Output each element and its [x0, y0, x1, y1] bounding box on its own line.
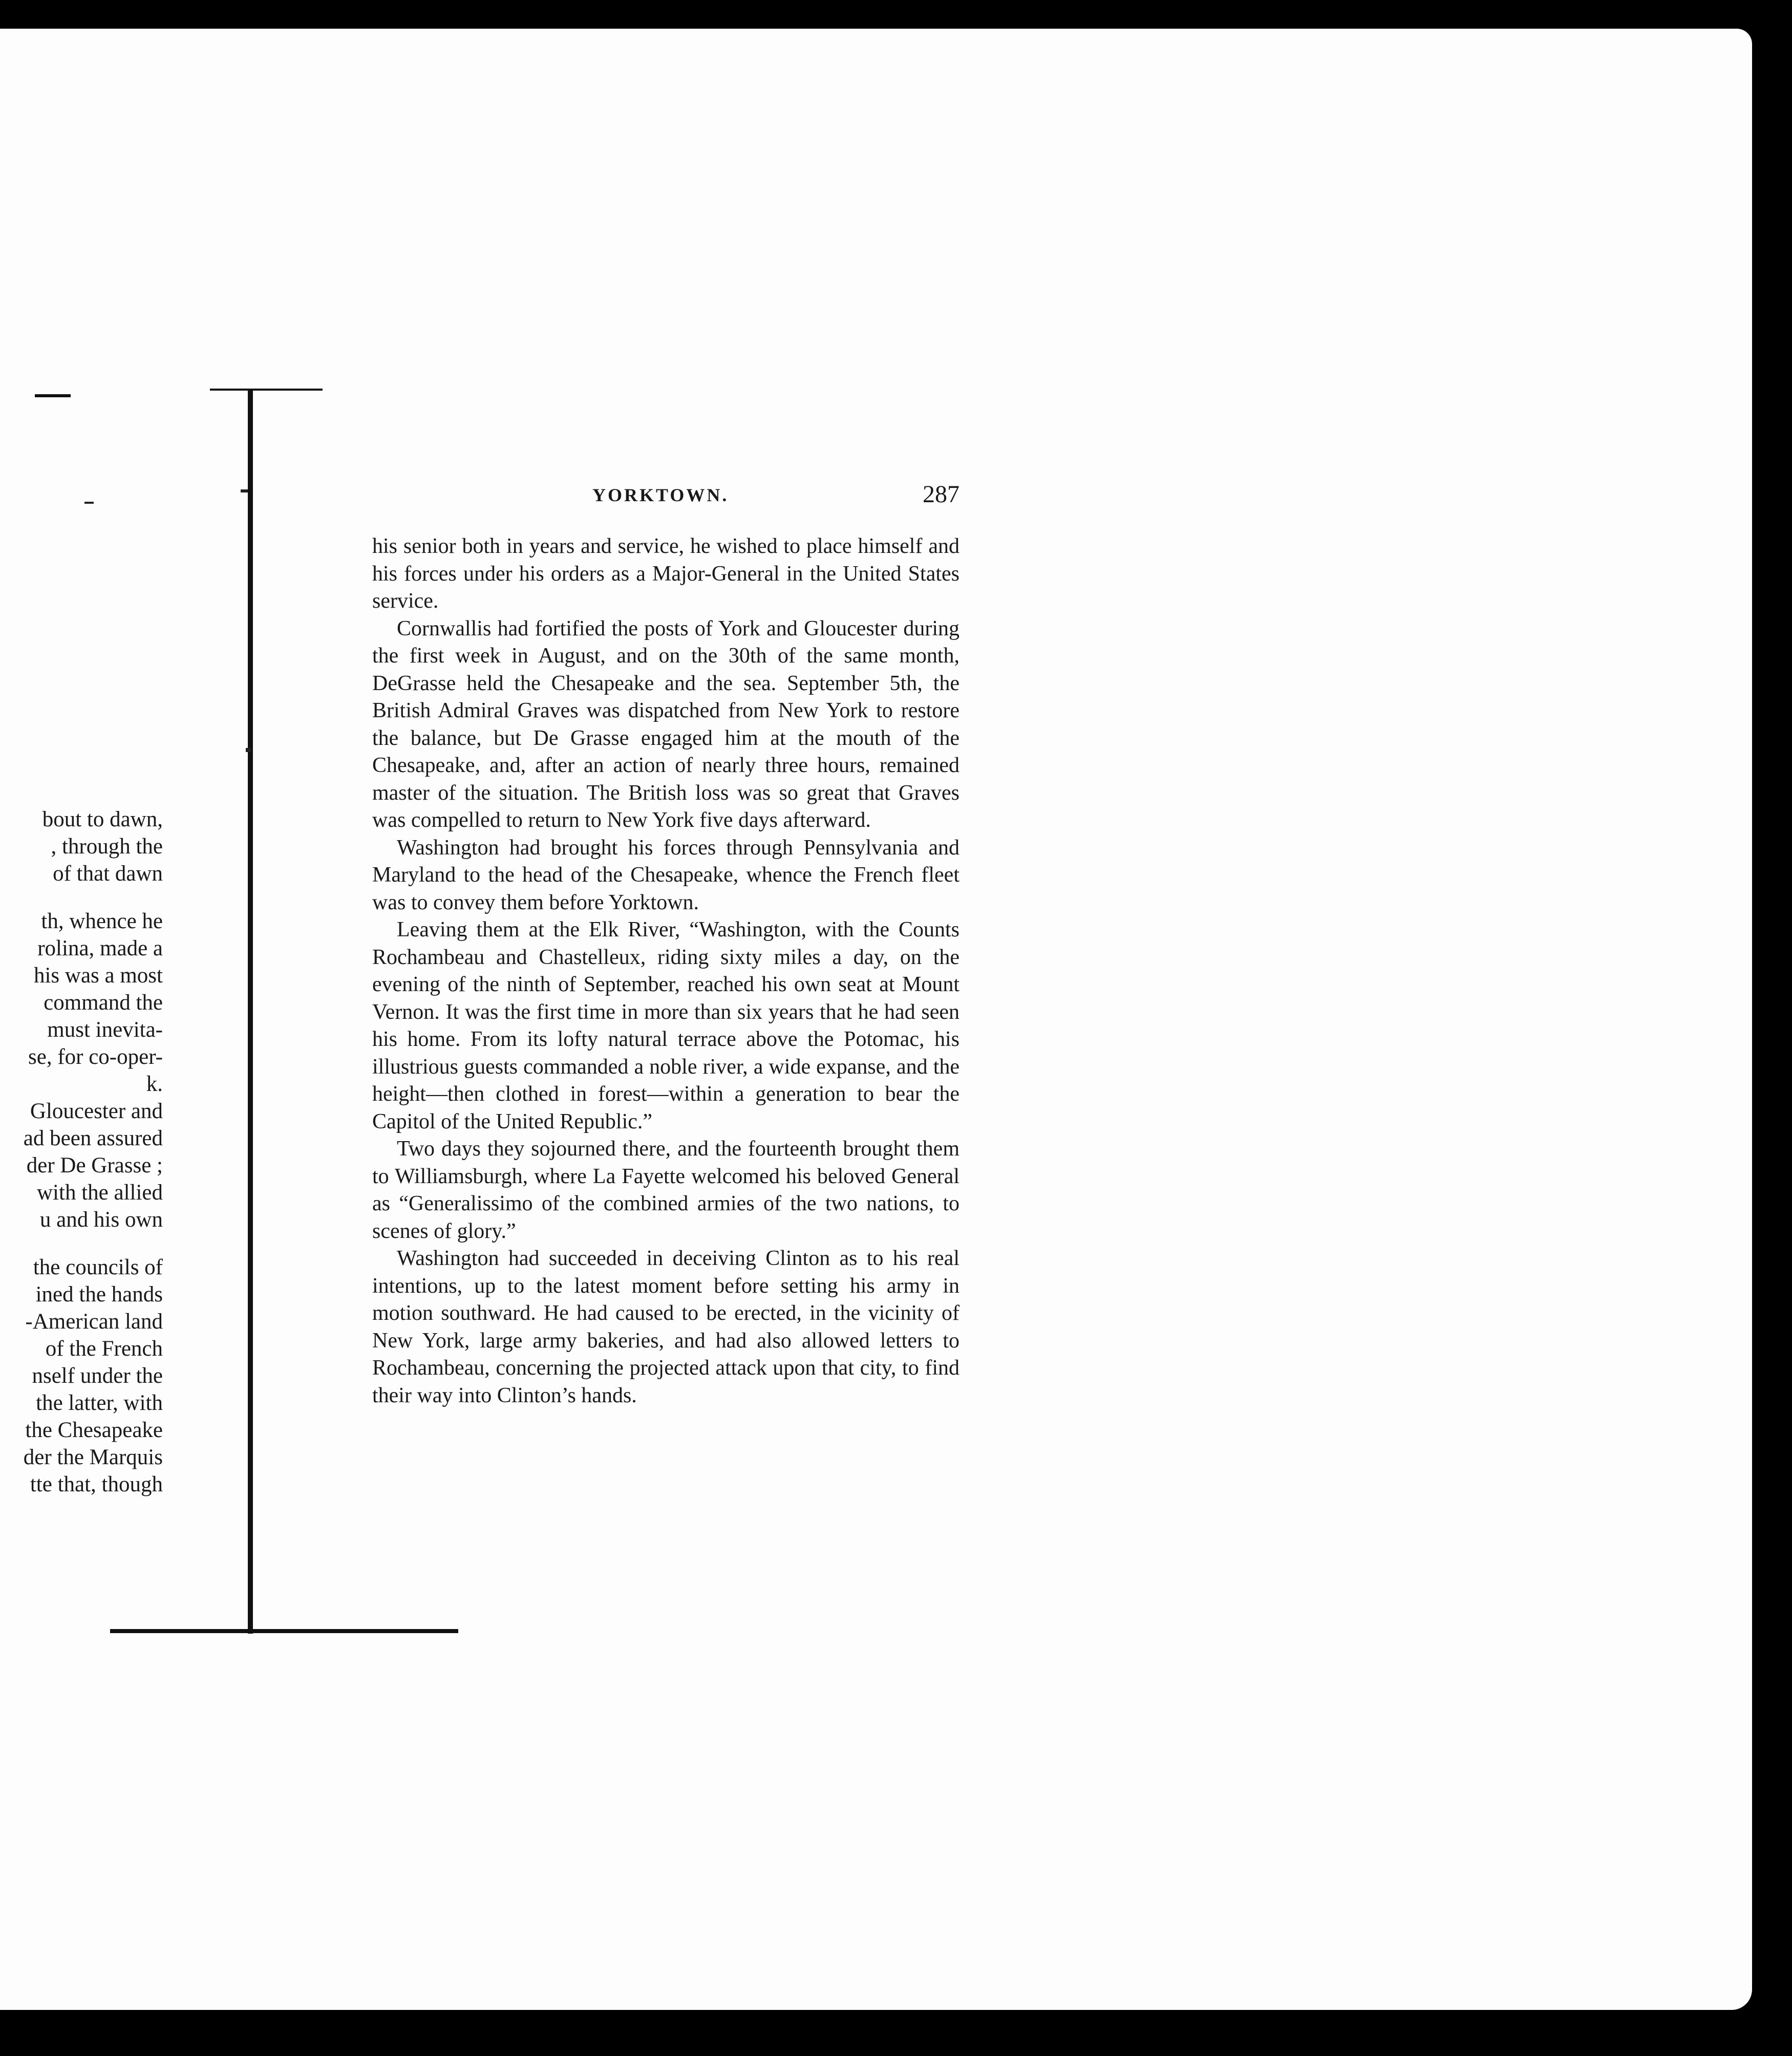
running-header [372, 481, 959, 515]
paragraph: his senior both in years and service, he wished to place himself and his forces under his orders as a Major-General in the United States service. [372, 534, 959, 613]
running-title: YORKTOWN. [592, 485, 729, 505]
gutter-tick [84, 502, 94, 504]
fragment-line: ined the hands [35, 1282, 163, 1307]
fragment-line: the councils of [33, 1255, 163, 1279]
fragment-line: the latter, with [36, 1391, 163, 1415]
fragment-line: k. [146, 1072, 163, 1096]
paragraph: Washington had succeeded in deceiving Clinton as to his real intentions, up to the latest moment before setting his army in motion southward. He had caused to be erected, in the vicinity of New York, large army bakeries, and had also allowed letters to Rochambeau, concerning the projected attack upon that city, to find their way into Clinton’s hands. [372, 1247, 959, 1407]
top-gutter-rule [210, 389, 323, 391]
page-number: 287 [923, 481, 959, 508]
fragment-line: , through the [51, 834, 163, 859]
fragment-line: with the allied [37, 1181, 163, 1205]
fragment-gap [0, 1233, 163, 1254]
paragraph: Leaving them at the Elk River, “Washington, with the Counts Rochambeau and Chastelleux, riding sixty miles a day, on the evening of the ninth of September, reached his own seat at Mount Vernon. It was the first time in more than six years that he had seen his home. From its lofty natural terrace above the Potomac, his illustrious guests commanded a noble river, a wide expanse, and the height—then clothed in forest—within a generation to bear the Capitol of the United Republic.” [372, 918, 959, 1133]
fragment-line: nself under the [32, 1364, 163, 1388]
fragment-line: ad been assured [23, 1126, 163, 1150]
fragment-line: must inevita- [47, 1018, 163, 1042]
fragment-line: th, whence he [41, 909, 163, 933]
fragment-line: se, for co-oper- [28, 1045, 163, 1069]
fragment-line: of the French [45, 1337, 163, 1361]
gutter-vertical-line [248, 390, 253, 1634]
fragment-line: der De Grasse ; [26, 1153, 163, 1177]
fragment-line: Gloucester and [30, 1099, 163, 1123]
page-body-text [372, 533, 959, 1409]
fragment-line: rolina, made a [37, 936, 163, 960]
paragraph: Washington had brought his forces through Pennsylvania and Maryland to the head of the Chesapeake, whence the French fleet was to convey them before Yorktown. [372, 836, 959, 914]
fragment-line: his was a most [33, 963, 163, 988]
fragment-line: u and his own [39, 1208, 163, 1232]
fragment-line: the Chesapeake [25, 1418, 163, 1442]
fragment-gap [0, 887, 163, 908]
paragraph: Cornwallis had fortified the posts of York and Gloucester during the first week in August, and on the 30th of the same month, DeGrasse held the Chesapeake and the sea. September 5th, the British Admiral Graves was dispatched from New York to restore the balance, but De Grasse engaged him at the mouth of the Chesapeake, and, after an action of nearly three hours, remained master of the situation. The British loss was so great that Graves was compelled to return to New York five days afterward. [372, 616, 959, 832]
bottom-gutter-rule [110, 1629, 458, 1633]
paragraph: Two days they sojourned there, and the fourteenth brought them to Williamsburgh, where La Fayette welcomed his beloved General as “Generalissimo of the combined armies of the two nations, to scenes of glory.” [372, 1137, 959, 1243]
fragment-line: der the Marquis [23, 1445, 163, 1469]
top-left-rule [35, 394, 71, 397]
fragment-line: -American land [25, 1310, 163, 1334]
fragment-line: bout to dawn, [42, 807, 163, 831]
fragment-line: command the [44, 991, 163, 1015]
page-sheet [0, 29, 1752, 2010]
fragment-line: of that dawn [53, 862, 163, 886]
previous-page-fragment [0, 806, 163, 1498]
fragment-line: tte that, though [30, 1472, 163, 1496]
gutter-tick [241, 489, 248, 492]
gutter-tick [246, 748, 251, 752]
